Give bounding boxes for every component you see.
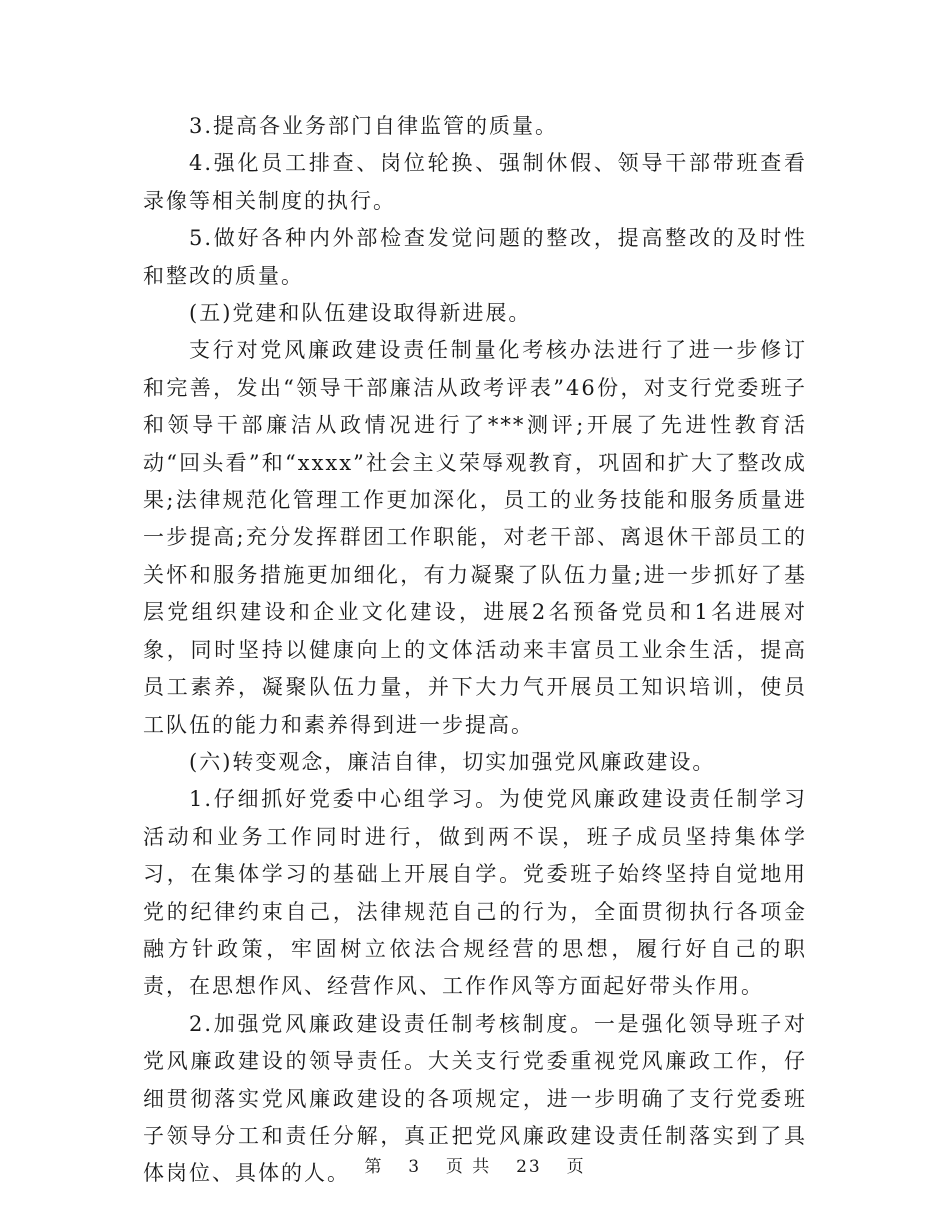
page-number: 3 bbox=[408, 1157, 422, 1177]
paragraph: 1.仔细抓好党委中心组学习。为使党风廉政建设责任制学习活动和业务工作同时进行，做到两不误，班子成员坚持集体学习，在集体学习的基础上开展自学。党委班子始终坚持自觉地用党的纪律约束自己，法律规范自己的行为，全面贯彻执行各项金融方针政策，牢固树立依法合规经营的思想，履行好自己的职责，在思想作风、经营作风、工作作风等方面起好带头作用。 bbox=[143, 787, 807, 999]
section-heading: (六)转变观念，廉洁自律，切实加强党风廉政建设。 bbox=[189, 749, 716, 774]
document-body bbox=[143, 108, 807, 1193]
paragraph: 4.强化员工排查、岗位轮换、强制休假、领导干部带班查看录像等相关制度的执行。 bbox=[143, 151, 807, 213]
footer-suffix: 页 bbox=[566, 1157, 586, 1177]
paragraph: 5.做好各种内外部检查发觉问题的整改，提高整改的及时性和整改的质量。 bbox=[143, 226, 807, 288]
paragraph: 支行对党风廉政建设责任制量化考核办法进行了进一步修订和完善，发出“领导干部廉洁从政考评表”46份，对支行党委班子和领导干部廉洁从政情况进行了***测评;开展了先进性教育活动“回头看”和“xxxx”社会主义荣辱观教育，巩固和扩大了整改成果;法律规范化管理工作更加深化，员工的业务技能和服务质量进一步提高;充分发挥群团工作职能，对老干部、离退休干部员工的关怀和服务措施更加细化，有力凝聚了队伍力量;进一步抓好了基层党组织建设和企业文化建设，进展2名预备党员和1名进展对象，同时坚持以健康向上的文体活动来丰富员工业余生活，提高员工素养，凝聚队伍力量，并下大力气开展员工知识培训，使员工队伍的能力和素养得到进一步提高。 bbox=[143, 338, 807, 737]
footer-middle: 页 共 bbox=[445, 1157, 492, 1177]
paragraph: 3.提高各业务部门自律监管的质量。 bbox=[189, 114, 559, 138]
section-heading: (五)党建和队伍建设取得新进展。 bbox=[189, 301, 532, 326]
paragraph: 2.加强党风廉政建设责任制考核制度。一是强化领导班子对党风廉政建设的领导责任。大关支行党委重视党风廉政工作，仔细贯彻落实党风廉政建设的各项规定，进一步明确了支行党委班子领导分工和责任分解，真正把党风廉政建设责任制落实到了具体岗位、具体的人。 bbox=[143, 1011, 807, 1186]
footer-prefix: 第 bbox=[364, 1157, 384, 1177]
total-pages: 23 bbox=[516, 1157, 542, 1177]
page-footer bbox=[0, 1152, 950, 1177]
